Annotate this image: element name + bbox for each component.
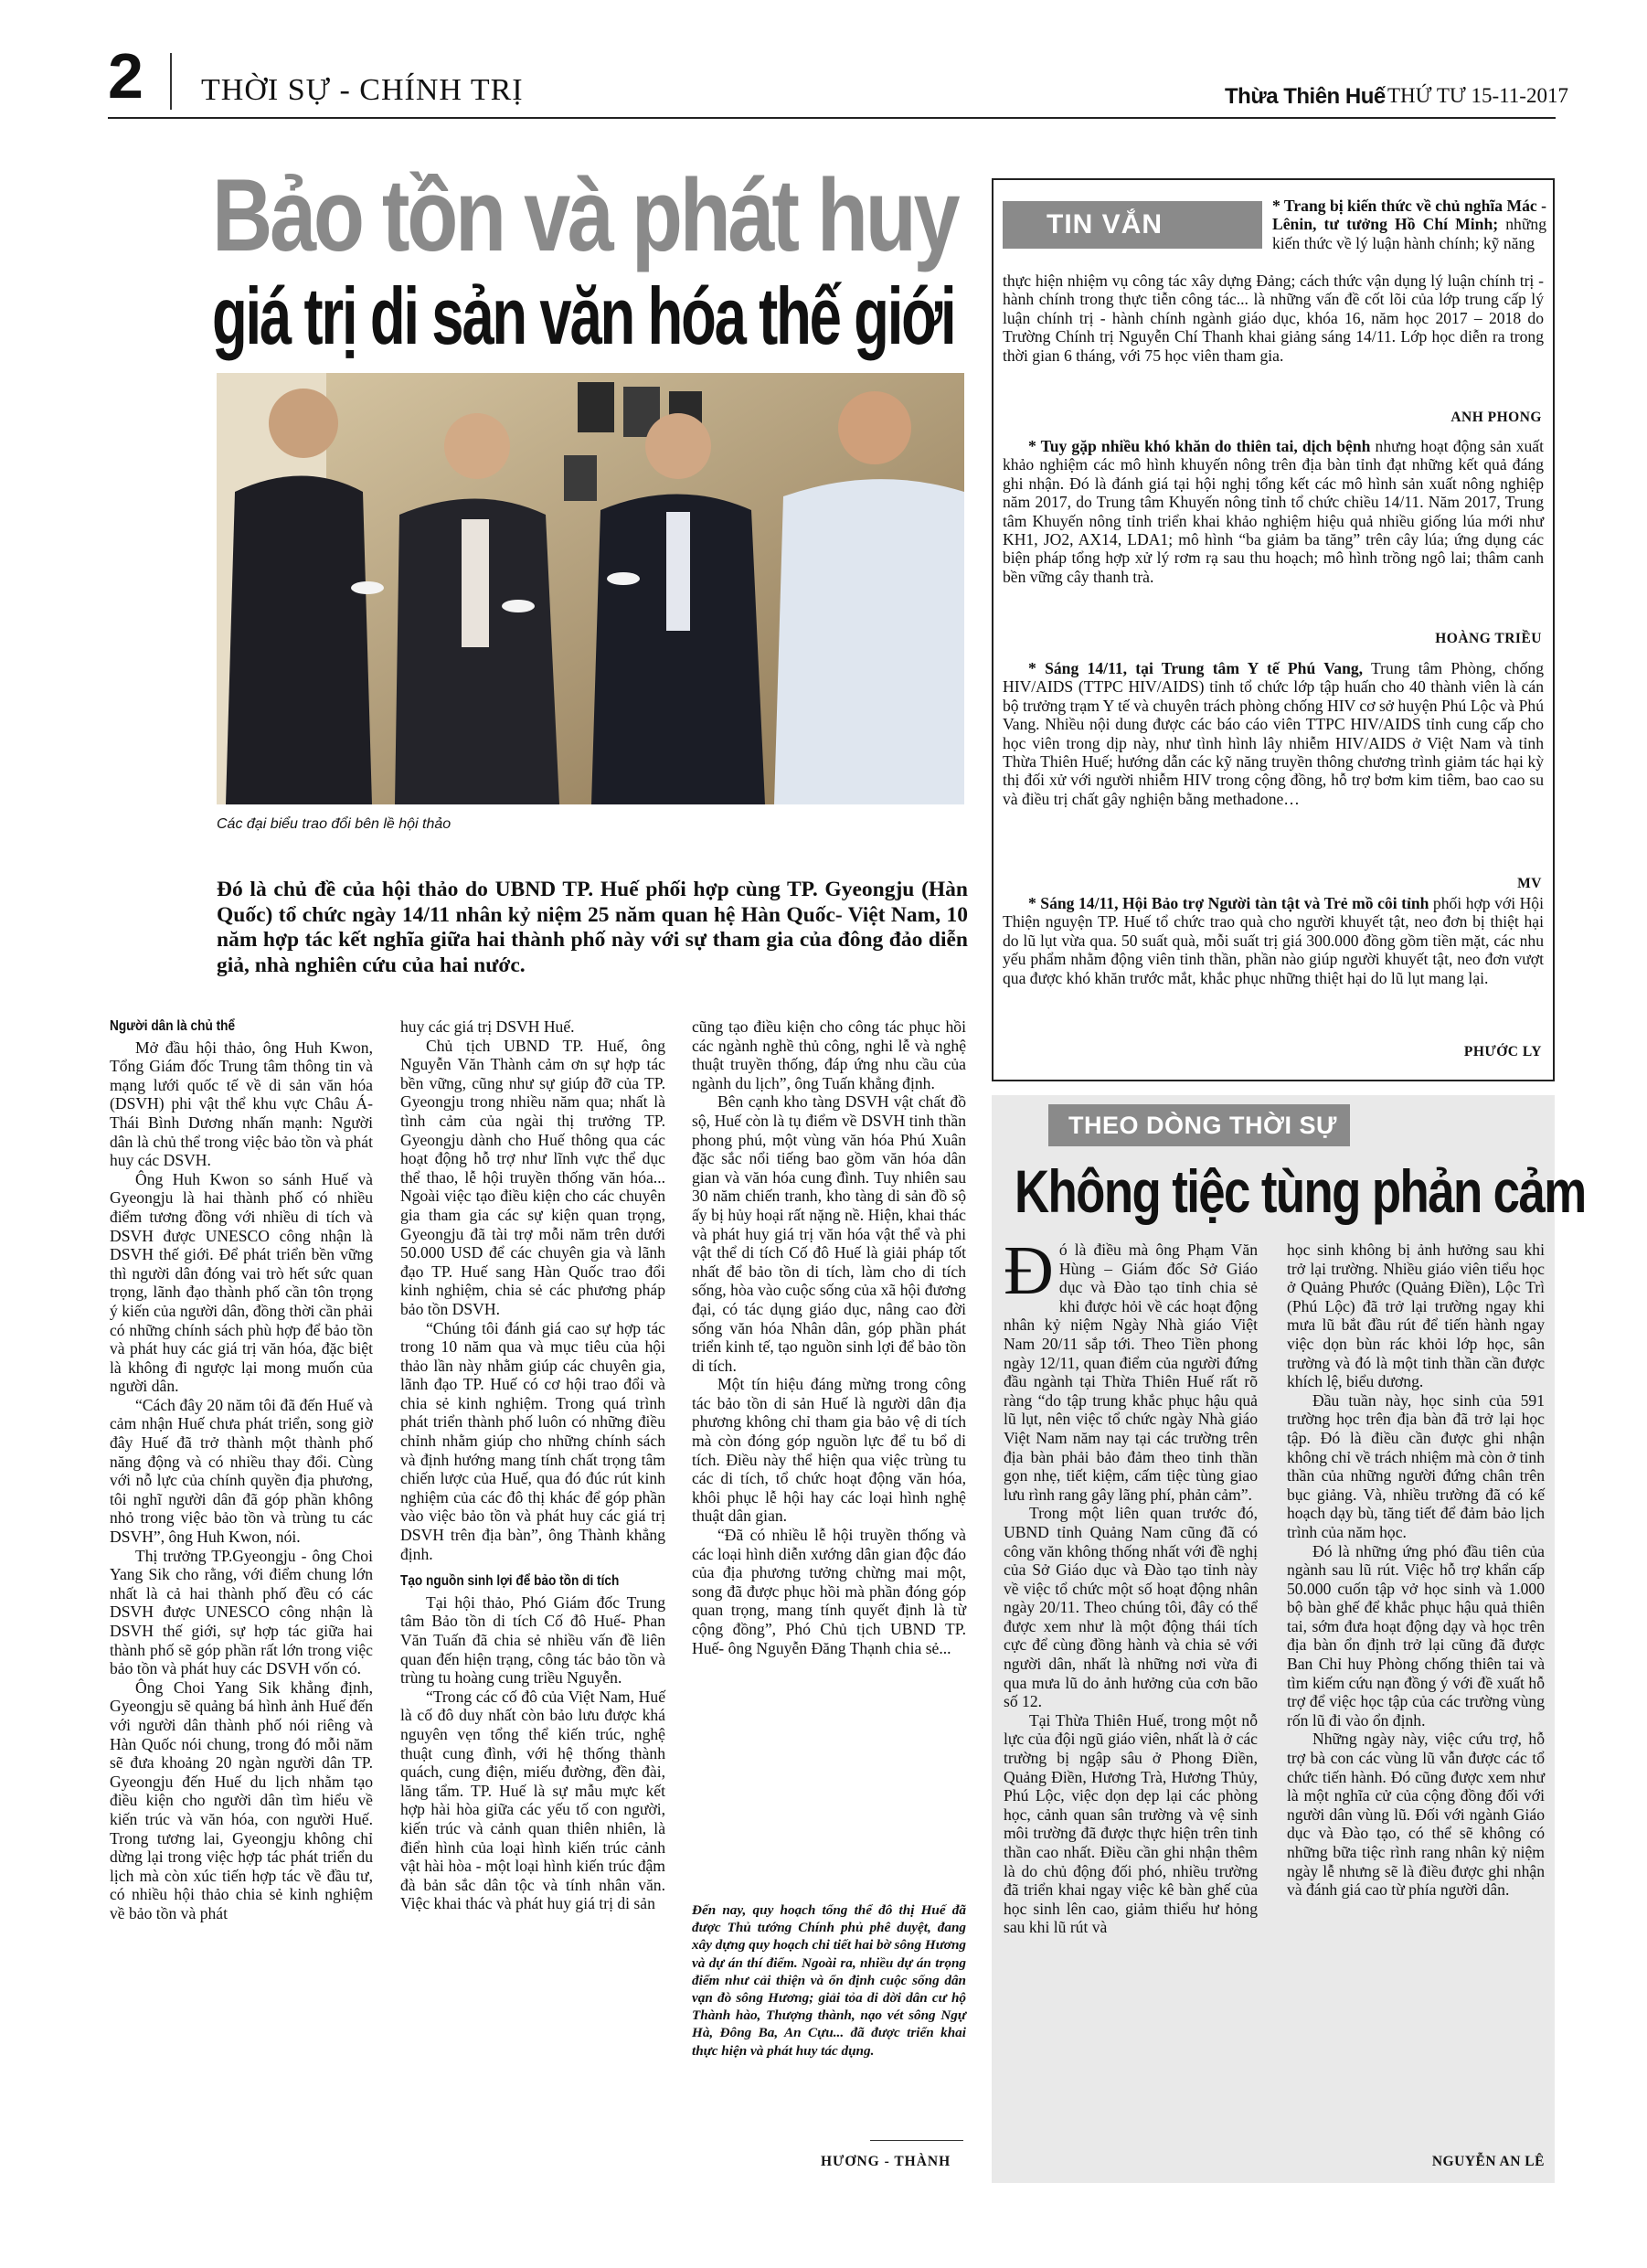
brief-item-2: [1003, 437, 1544, 586]
commentary-label: THEO DÒNG THỜI SỰ: [1048, 1104, 1350, 1146]
article-column-2: [400, 1017, 665, 1913]
header-divider: [170, 53, 172, 110]
brief-text: Trung tâm Phòng, chống HIV/AIDS (TTPC HIV/AIDS) tỉnh tổ chức lớp tập huấn cho 40 thành viên là cán bộ trưởng trạm Y tế và chuyên trách phòng chống HIV cơ sở huyện Phú Lộc và Phú Vang. Nhiều nội dung được các báo cáo viên TTPC HIV/AIDS tỉnh cung cấp cho học viên trong dịp này, như tình hình lây nhiễm HIV/AIDS ở Việt Nam và tỉnh Thừa Thiên Huế; hướng dẫn các kỹ năng truyền thông chương trình giảm tác hại kỳ thị đối xử với người nhiễm HIV trong cộng đồng, hỗ trợ bơm kim tiêm, bao cao su và điều trị chất gây nghiện bằng methadone…: [1003, 659, 1545, 808]
photo-illustration: [217, 373, 964, 804]
paragraph: “Trong các cố đô của Việt Nam, Huế là cố đô duy nhất còn bảo lưu được khá nguyên vẹn tổng thể kiến trúc, nghệ thuật cung đình, với hệ thống thành quách, cung điện, miếu đường, đền đài, lăng tẩm. TP. Huế là sự mẫu mực kết hợp hài hòa giữa các yếu tố con người, kiến trúc và cảnh quan thiên nhiên, là điển hình của loại hình kiến trúc cảnh vật hài hòa - một loại hình kiến trúc đậm đà bản sắc dân tộc và tính nhân văn. Việc khai thác và phát huy giá trị di sản: [400, 1687, 665, 1913]
brief-text: phối hợp với Hội Thiện nguyện TP. Huế tổ chức trao quà cho người khuyết tật, neo đơn bị thiệt hại do lũ lụt vừa qua. 50 suất quà, mỗi suất trị giá 300.000 đồng gồm tiền mặt, các nhu yếu phẩm nhằm động viên tinh thần, phần nào giúp người khuyết tật, neo đơn vượt qua được khó khăn trước mắt, khắc phục những thiệt hại do lũ lụt mang lại.: [1003, 894, 1544, 987]
commentary-column-2: [1287, 1240, 1545, 1900]
brief-byline: HOÀNG TRIỀU: [1435, 631, 1542, 646]
paragraph: Bên cạnh kho tàng DSVH vật chất đồ sộ, Huế còn là tụ điểm về DSVH tinh thần phong phú, một vùng văn hóa Phú Xuân đặc sắc nổi tiếng bao gồm văn hóa dân gian và văn hóa cung đình. Tuy nhiên sau 30 năm chiến tranh, kho tàng di sản đồ sộ ấy bị hủy hoại rất nặng nề. Hiện, khai thác và phát huy giá trị văn hóa vật thể và phi vật thể di tích Cố đô Huế là giải pháp tốt nhất để bảo tồn di tích, làm cho di tích sống, hòa vào cuộc sống của xã hội đương đại, có tác dụng giáo dục, nâng cao đời sống văn hóa Nhân dân, góp phần phát triển kinh tế, tạo nguồn sinh lợi để bảo tồn di tích.: [692, 1092, 966, 1375]
byline-rule: [870, 2140, 963, 2141]
article-column-3: [692, 1017, 966, 1657]
brief-lead: * Sáng 14/11, Hội Bảo trợ Người tàn tật và Trẻ mồ côi tỉnh: [1028, 894, 1429, 912]
brief-text: nhưng hoạt động sản xuất khảo nghiệm các mô hình khuyến nông trên địa bàn tỉnh đạt những kết quả đáng ghi nhận. Đó là đánh giá tại hội nghị tổng kết các mô hình sản xuất nông nghiệp năm 2017, do Trung tâm Khuyến nông tỉnh tổ chức chiều 14/11. Năm 2017, Trung tâm Khuyến nông tỉnh triển khai khảo nghiệm hiệu quả nhiều giống lúa mới như KH1, JO2, AX14, LDA1; mô hình “ba giảm ba tăng” trên cây lúa; ứng dụng các biện pháp tổng hợp xử lý rơm rạ sau thu hoạch; mô hình trồng ngô lai; thâm canh bền vững cây thanh trà.: [1003, 437, 1544, 586]
article-lead: Đó là chủ đề của hội thảo do UBND TP. Huế phối hợp cùng TP. Gyeongju (Hàn Quốc) tổ chức ngày 14/11 nhân kỷ niệm 25 năm quan hệ Hàn Quốc- Việt Nam, 10 năm hợp tác kết nghĩa giữa hai thành phố này với sự tham gia của đông đảo diễn giả, nhà nghiên cứu của hai nước.: [217, 878, 968, 977]
paragraph: học sinh không bị ảnh hưởng sau khi trở lại trường. Nhiều giáo viên tiểu học ở Quảng Phước (Quảng Điền), Lộc Trì (Phú Lộc) đã trở lại trường ngay khi mưa lũ bắt đầu rút để tiến hành ngay việc dọn bùn rác khỏi lớp học, sân trường và đó là một tinh thần cần được khích lệ, biểu dương.: [1287, 1240, 1545, 1391]
brief-byline: ANH PHONG: [1450, 410, 1542, 425]
article-byline: HƯƠNG - THÀNH: [821, 2154, 951, 2169]
paragraph: Chủ tịch UBND TP. Huế, ông Nguyễn Văn Thành cảm ơn sự hợp tác bền vững, cũng như sự giúp đỡ của TP. Gyeongju trong nhiều năm qua; nhất là tình cảm của ngài thị trưởng TP. Gyeongju dành cho Huế thông qua các hoạt động hỗ trợ như lĩnh vực thể dục thể thao, lễ hội truyền thống văn hóa... Ngoài việc tạo điều kiện cho các chuyên gia tham gia các sự kiện quan trọng, Gyeongju đã tài trợ mỗi năm trên dưới 50.000 USD để các chuyên gia và lãnh đạo TP. Huế sang Hàn Quốc trao đổi kinh nghiệm, chia sẻ các phương pháp bảo tồn DSVH.: [400, 1036, 665, 1318]
paragraph: [1004, 1232, 1258, 1504]
brief-byline: PHƯỚC LY: [1463, 1044, 1542, 1059]
paragraph: Trong một liên quan trước đó, UBND tỉnh Quảng Nam cũng đã có công văn không thống nhất với đề nghị của Sở Giáo dục và Đào tạo tỉnh này về việc tổ chức một số hoạt động nhân ngày 20/11. Theo chúng tôi, đây có thể được xem như là một động thái tích cực để cùng đồng hành và chia sẻ với người dân, nhất là những nơi vừa đi qua mưa lũ do ảnh hưởng của cơn bão số 12.: [1004, 1504, 1258, 1711]
paragraph: Thị trưởng TP.Gyeongju - ông Choi Yang Sik cho rằng, với điểm chung lớn nhất là cả hai thành phố đều có các DSVH được UNESCO công nhận là DSVH thế giới, sự hợp tác giữa hai thành phố sẽ góp phần rất lớn trong việc bảo tồn và phát huy các DSVH vốn có.: [110, 1546, 373, 1678]
news-brief-label: TIN VẮN: [1003, 201, 1262, 249]
paragraph: “Cách đây 20 năm tôi đã đến Huế và cảm nhận Huế chưa phát triển, song giờ đây Huế đã trở thành một thành phố năng động và có nhiều thay đổi. Cùng với nỗ lực của chính quyền địa phương, tôi nghĩ người dân đã góp phần không nhỏ trong việc bảo tồn và trùng tu các DSVH”, ông Huh Kwon, nói.: [110, 1395, 373, 1547]
issue-date: THỨ TƯ 15-11-2017: [1387, 84, 1568, 107]
page-number: 2: [108, 40, 143, 112]
brief-item-4: [1003, 894, 1544, 987]
paragraph: Tại Thừa Thiên Huế, trong một nỗ lực của đội ngũ giáo viên, nhất là ở các trường bị ngập sâu ở Phong Điền, Quảng Điền, Hương Trà, Hương Thủy, Phú Lộc, việc dọn dẹp lại các phòng học, cảnh quan sân trường và vệ sinh môi trường đã được thực hiện trên tinh thần cao nhất. Điều cần ghi nhận thêm là do chủ động đối phó, nhiều trường đã triển khai ngay việc kê bàn ghế của học sinh lên cao, giảm thiểu hư hỏng sau khi lũ rút và: [1004, 1710, 1258, 1937]
brief-byline: MV: [1517, 876, 1542, 891]
commentary-column-1: [1004, 1232, 1258, 1937]
paragraph: cũng tạo điều kiện cho công tác phục hồi các ngành nghề thủ công, nghi lễ và nghệ thuật truyền thống, đáp ứng nhu cầu của ngành du lịch”, ông Tuấn khẳng định.: [692, 1017, 966, 1092]
paragraph-text: ó là điều mà ông Phạm Văn Hùng – Giám đốc Sở Giáo dục và Đào tạo tỉnh chia sẻ khi được hỏi về các hoạt động nhân kỷ niệm Ngày Nhà giáo Việt Nam 20/11 sắp tới. Theo Tiền phong ngày 12/11, quan điểm của người đứng đầu ngành tại Thừa Thiên Huế rất rõ ràng “do tập trung khắc phục hậu quả lũ lụt, nên việc tổ chức ngày Nhà giáo Việt Nam năm nay tại các trường trên địa bàn phải bảo đảm theo tinh thần gọn nhẹ, tiết kiệm, cấm tiệc tùng giao lưu rình rang gây lãng phí, phản cảm”.: [1004, 1240, 1258, 1504]
brief-lead: * Sáng 14/11, tại Trung tâm Y tế Phú Vang,: [1028, 659, 1364, 677]
paragraph: “Chúng tôi đánh giá cao sự hợp tác trong 10 năm qua và mục tiêu của hội thảo lần này nhằm giúp các chuyên gia, lãnh đạo TP. Huế có cơ hội trao đổi và chia sẻ kinh nghiệm. Trong quá trình phát triển thành phố luôn có những điều chỉnh nhằm giúp cho những chính sách và định hướng mang tính chất trọng tâm chiến lược của Huế, qua đó đúc rút kinh nghiệm của các đô thị khác để góp phần vào việc bảo tồn và phát huy các giá trị DSVH trên địa bàn”, ông Thành khẳng định.: [400, 1318, 665, 1563]
brief-lead: * Tuy gặp nhiều khó khăn do thiên tai, dịch bệnh: [1028, 437, 1371, 455]
subheading: Người dân là chủ thể: [110, 1018, 236, 1034]
subheading: Tạo nguồn sinh lợi để bảo tồn di tích: [400, 1573, 620, 1590]
headline-line-2: giá trị di sản văn hóa thế giới: [212, 271, 955, 361]
paragraph: Ông Huh Kwon so sánh Huế và Gyeongju là hai thành phố có nhiều điểm tương đồng với nhiều di tích và DSVH được UNESCO công nhận là DSVH thế giới. Để phát triển bền vững thì người dân đóng vai trò hết sức quan trọng, lãnh đạo thành phố cần tôn trọng ý kiến của người dân, đồng thời cần phải có những chính sách phù hợp để bảo tồn và phát huy các giá trị văn hóa, đặc biệt là không đi ngược lại mong muốn của người dân.: [110, 1169, 373, 1396]
paragraph: Ông Choi Yang Sik khẳng định, Gyeongju sẽ quảng bá hình ảnh Huế đến với người dân thành phố nói riêng và Hàn Quốc nói chung, trong đó mỗi năm sẽ đưa khoảng 20 ngàn người dân TP. Gyeongju đến Huế du lịch nhằm tạo điều kiện cho người dân tìm hiểu về kiến trúc và văn hóa, con người Huế. Trong tương lai, Gyeongju không chỉ dừng lại trong việc hợp tác phát triển du lịch mà còn xúc tiến hợp tác về đầu tư, có nhiều hội thảo chia sẻ kinh nghiệm về bảo tồn và phát: [110, 1677, 373, 1922]
paragraph: “Đã có nhiều lễ hội truyền thống và các loại hình diễn xướng dân gian độc đáo của địa phương tưởng chừng mai một, song đã được phục hồi mà phần đóng góp quan trọng, mang tính quyết định là từ cộng đồng”, Phó Chủ tịch UBND TP. Huế- ông Nguyễn Đăng Thạnh chia sẻ...: [692, 1526, 966, 1657]
article-column-1: [110, 1017, 373, 1923]
paragraph: Đầu tuần này, học sinh của 591 trường học trên địa bàn đã trở lại học tập. Đó là điều cần được ghi nhận không chỉ về trách nhiệm mà còn ở tinh thần của những người đứng chân trên bục giảng. Và, nhiều trường đã có kế hoạch dạy bù, tăng tiết để đảm bảo lịch trình của năm học.: [1287, 1390, 1545, 1541]
paragraph: Tại hội thảo, Phó Giám đốc Trung tâm Bảo tồn di tích Cố đô Huế- Phan Văn Tuấn đã chia sẻ nhiều vấn đề liên quan đến hiện trạng, công tác bảo tồn và trùng tu hoàng cung triều Nguyễn.: [400, 1592, 665, 1688]
paragraph: Đó là những ứng phó đầu tiên của ngành sau lũ rút. Việc hỗ trợ khẩn cấp 50.000 cuốn tập vở học sinh và 1.000 bộ bàn ghế để khắc phục hậu quả thiên tai, sớm đưa hoạt động dạy và học trên địa bàn ổn định trở lại cũng đã được Ban Chỉ huy Phòng chống thiên tai và tìm kiếm cứu nạn đồng ý với đề xuất hỗ trợ để việc học tập của các trường vùng rốn lũ đi vào ổn định.: [1287, 1541, 1545, 1730]
header-rule: [108, 117, 1556, 119]
brief-item-1-body: thực hiện nhiệm vụ công tác xây dựng Đảng; cách thức vận dụng lý luận chính trị - hành chính trong thực tiễn công tác... là những vấn đề cốt lõi của lớp trung cấp lý luận chính trị - hành chính ngành giáo dục, khóa 16, năm học 2017 – 2018 do Trường Chính trị Nguyễn Chí Thanh khai giảng sáng 14/11. Lớp học diễn ra trong thời gian 6 tháng, với 75 học viên tham gia.: [1003, 272, 1544, 365]
article-photo: [217, 373, 964, 804]
headline-line-1: Bảo tồn và phát huy: [212, 158, 958, 272]
photo-caption: Các đại biểu trao đổi bên lề hội thảo: [217, 816, 452, 832]
article-note: Đến nay, quy hoạch tổng thể đô thị Huế đã được Thủ tướng Chính phủ phê duyệt, đang xây dựng quy hoạch chi tiết hai bờ sông Hương và dự án thí điểm. Ngoài ra, nhiều dự án trọng điểm như cải thiện và ổn định cuộc sống dân vạn đò sông Hương; giải tỏa di dời dân cư hộ Thành hào, Thượng thành, nạo vét sông Ngự Hà, Đông Ba, An Cựu... đã được triển khai thực hiện và phát huy tác dụng.: [692, 1902, 966, 2059]
brief-lead: * Trang bị kiến thức về chủ nghĩa Mác - Lênin, tư tưởng Hồ Chí Minh;: [1272, 197, 1546, 234]
paragraph: Những ngày này, việc cứu trợ, hỗ trợ bà con các vùng lũ vẫn được các tổ chức tiến hành. Đó cũng được xem như là một nghĩa cử của cộng đồng đối với người dân vùng lũ. Đối với ngành Giáo dục và Đào tạo, có thể sẽ không có những bữa tiệc rình rang nhân kỷ niệm ngày lễ nhưng sẽ là điều được ghi nhận và đánh giá cao từ phía người dân.: [1287, 1730, 1545, 1900]
paragraph: Một tín hiệu đáng mừng trong công tác bảo tồn di sản Huế là người dân địa phương không chỉ tham gia bảo vệ di tích mà còn đóng góp nguồn lực để tu bổ di tích. Điều này thể hiện qua việc trùng tu các di tích, tổ chức hoạt động văn hóa, khôi phục lễ hội hay các loại hình nghệ thuật dân gian.: [692, 1375, 966, 1526]
brief-item-3: [1003, 659, 1544, 808]
section-title: THỜI SỰ - CHÍNH TRỊ: [201, 73, 524, 107]
commentary-title: Không tiệc tùng phản cảm: [1015, 1157, 1586, 1225]
paragraph: huy các giá trị DSVH Huế.: [400, 1017, 575, 1036]
newspaper-name: Thừa Thiên Huế: [1225, 84, 1386, 109]
brief-text: những kiến thức về lý luận hành chính; kỹ năng: [1272, 215, 1546, 252]
drop-cap: Đ: [1004, 1232, 1054, 1309]
commentary-byline: NGUYỄN AN LÊ: [1431, 2154, 1545, 2169]
paragraph: Mở đầu hội thảo, ông Huh Kwon, Tổng Giám đốc Trung tâm thông tin và mạng lưới quốc tế về di sản văn hóa (DSVH) phi vật thể khu vực Châu Á- Thái Bình Dương nhấn mạnh: Người dân là chủ thể trong việc bảo tồn và phát huy các DSVH.: [110, 1038, 373, 1170]
brief-item-1-head: [1272, 197, 1546, 252]
